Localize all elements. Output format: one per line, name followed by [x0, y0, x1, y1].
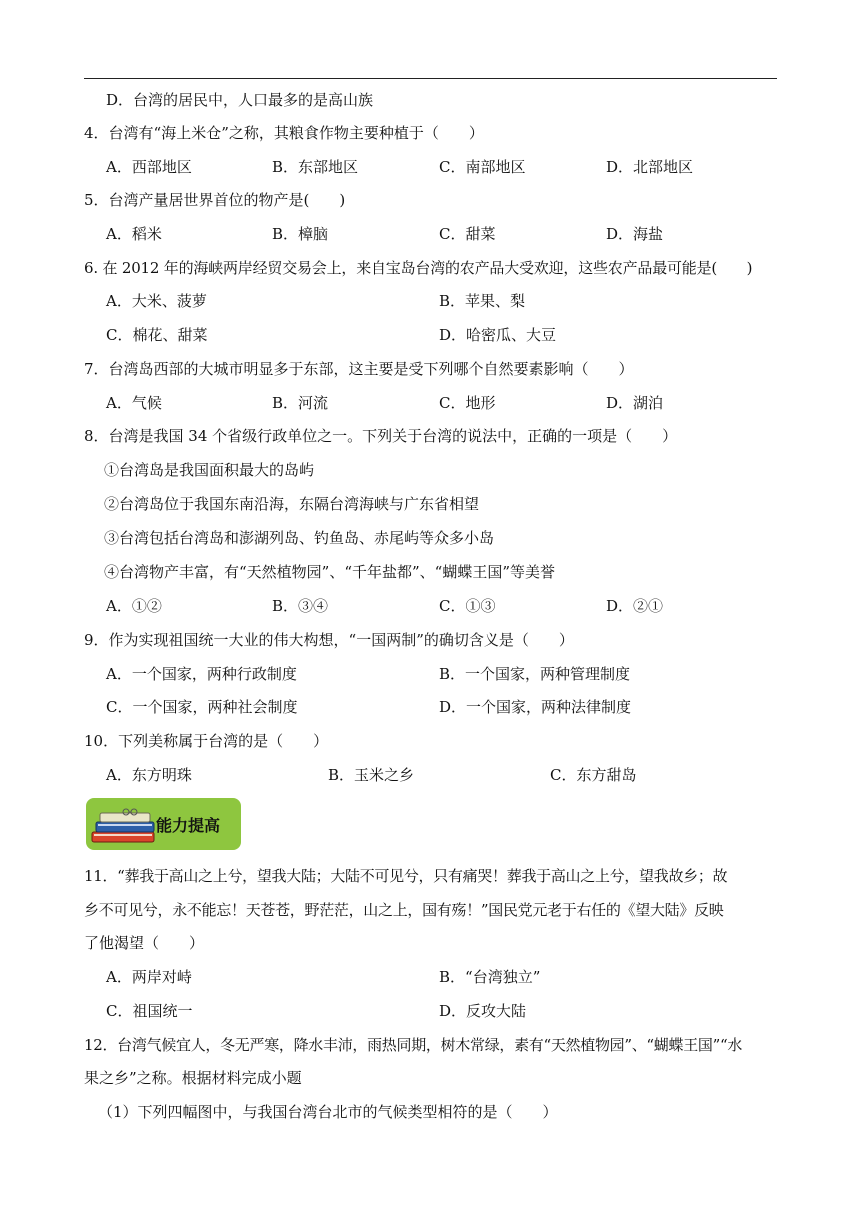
q8-stem: 8．台湾是我国 34 个省级行政单位之一。下列关于台湾的说法中，正确的一项是（ ） — [84, 427, 678, 445]
q11-option-b: B．“台湾独立” — [439, 968, 541, 986]
q7-option-c: C．地形 — [439, 394, 496, 412]
q6-stem: 6. 在 2012 年的海峡两岸经贸交易会上，来自宝岛台湾的农产品大受欢迎，这些农产品最可能是( ) — [84, 259, 753, 277]
q7-option-b: B．河流 — [272, 394, 329, 412]
q4-option-c: C．南部地区 — [439, 158, 526, 176]
q9-option-a: A．一个国家，两种行政制度 — [106, 665, 297, 683]
q8-option-a: A．①② — [106, 597, 162, 615]
section-badge — [86, 798, 241, 850]
q8-statement-3: ③台湾包括台湾岛和澎湖列岛、钓鱼岛、赤尾屿等众多小岛 — [104, 529, 495, 547]
q12-stem-line-1: 12．台湾气候宜人，冬无严寒，降水丰沛，雨热同期，树木常绿，素有“天然植物园”、“蝴蝶王国”“水 — [84, 1036, 743, 1054]
q11-stem-line-3: 了他渴望（ ） — [84, 934, 205, 952]
q10-option-a: A．东方明珠 — [106, 766, 192, 784]
q11-option-a: A．两岸对峙 — [106, 968, 192, 986]
q12-sub-question-1: （1）下列四幅图中，与我国台湾台北市的气候类型相符的是（ ） — [98, 1103, 558, 1121]
books-icon — [90, 808, 162, 846]
q6-option-b: B．苹果、梨 — [439, 292, 526, 310]
q8-statement-1: ①台湾岛是我国面积最大的岛屿 — [104, 461, 315, 479]
q10-option-b: B．玉米之乡 — [328, 766, 415, 784]
q8-statement-4: ④台湾物产丰富，有“天然植物园”、“千年盐都”、“蝴蝶王国”等美誉 — [104, 563, 556, 581]
q5-option-d: D．海盐 — [606, 225, 664, 243]
q11-stem-line-2: 乡不可见兮，永不能忘！天苍苍，野茫茫，山之上，国有殇！”国民党元老于右任的《望大陆》反映 — [84, 901, 724, 919]
q8-option-c: C．①③ — [439, 597, 496, 615]
q5-option-a: A．稻米 — [106, 225, 162, 243]
q5-option-c: C．甜菜 — [439, 225, 496, 243]
q9-option-b: B．一个国家，两种管理制度 — [439, 665, 631, 683]
q9-stem: 9．作为实现祖国统一大业的伟大构想，“一国两制”的确切含义是（ ） — [84, 631, 574, 649]
q11-option-c: C．祖国统一 — [106, 1002, 193, 1020]
q4-option-d: D．北部地区 — [606, 158, 694, 176]
q10-stem: 10．下列美称属于台湾的是（ ） — [84, 732, 329, 750]
q10-option-c: C．东方甜岛 — [550, 766, 637, 784]
q9-option-d: D．一个国家，两种法律制度 — [439, 698, 632, 716]
q8-option-b: B．③④ — [272, 597, 329, 615]
q4-stem: 4．台湾有“海上米仓”之称，其粮食作物主要种植于（ ） — [84, 124, 484, 142]
q4-option-b: B．东部地区 — [272, 158, 359, 176]
q6-option-c: C．棉花、甜菜 — [106, 326, 208, 344]
header-rule — [84, 78, 777, 79]
q8-option-d: D．②① — [606, 597, 664, 615]
q6-option-a: A．大米、菠萝 — [106, 292, 207, 310]
q11-option-d: D．反攻大陆 — [439, 1002, 527, 1020]
q7-option-d: D．湖泊 — [606, 394, 664, 412]
q12-stem-line-2: 果之乡”之称。根据材料完成小题 — [84, 1069, 302, 1087]
section-label: 能力提高 — [156, 816, 221, 835]
q8-statement-2: ②台湾岛位于我国东南沿海，东隔台湾海峡与广东省相望 — [104, 495, 480, 513]
q7-option-a: A．气候 — [106, 394, 162, 412]
q6-option-d: D．哈密瓜、大豆 — [439, 326, 557, 344]
q5-stem: 5．台湾产量居世界首位的物产是( ) — [84, 191, 346, 209]
q4-option-a: A．西部地区 — [106, 158, 192, 176]
q7-stem: 7．台湾岛西部的大城市明显多于东部，这主要是受下列哪个自然要素影响（ ） — [84, 360, 634, 378]
q9-option-c: C．一个国家，两种社会制度 — [106, 698, 298, 716]
q3-option-d: D．台湾的居民中，人口最多的是高山族 — [106, 91, 374, 109]
q5-option-b: B．樟脑 — [272, 225, 329, 243]
q11-stem-line-1: 11．“葬我于高山之上兮，望我大陆；大陆不可见兮，只有痛哭！葬我于高山之上兮，望我故乡；故 — [84, 867, 728, 885]
